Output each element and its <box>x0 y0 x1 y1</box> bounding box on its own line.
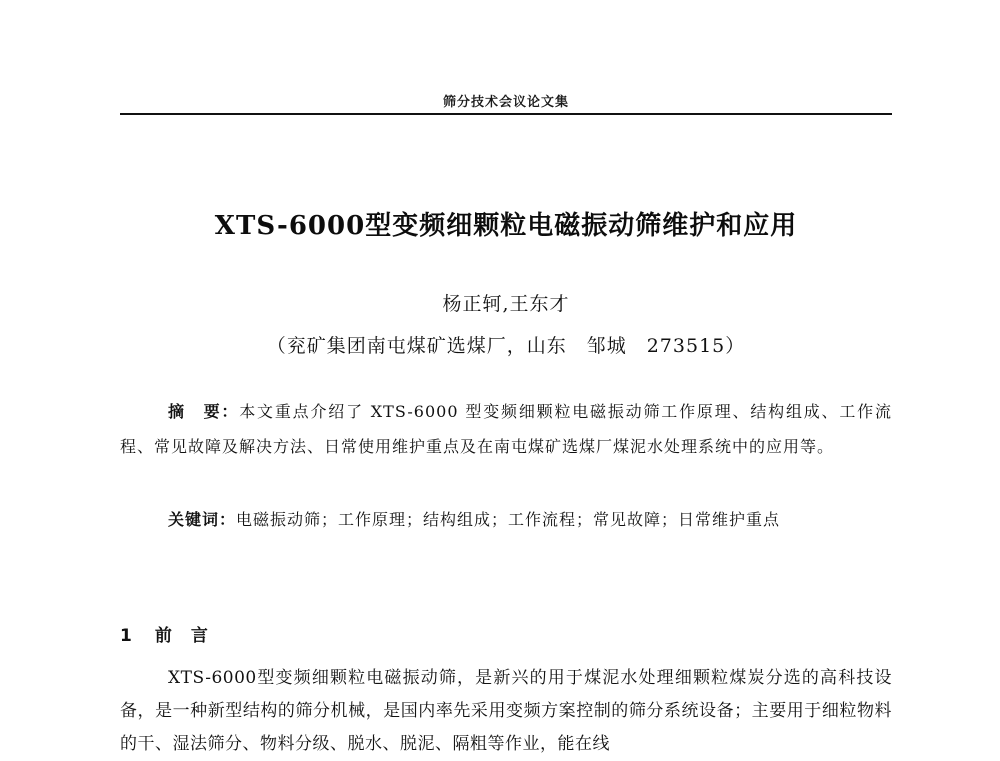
paper-title: XTS-6000型变频细颗粒电磁振动筛维护和应用 <box>214 211 798 241</box>
keywords-text: 电磁振动筛；工作原理；结构组成；工作流程；常见故障；日常维护重点 <box>236 510 781 529</box>
abstract-label: 摘 要： <box>168 402 240 421</box>
running-header: 筛分技术会议论文集 <box>442 95 569 110</box>
authors: 杨正轲,王东才 <box>442 293 570 315</box>
header-rule <box>120 113 892 115</box>
abstract <box>120 394 892 464</box>
abstract-text: 本文重点介绍了 XTS-6000 型变频细颗粒电磁振动筛工作原理、结构组成、工作流程、常见故障及解决方法、日常使用维护重点及在南屯煤矿选煤厂煤泥水处理系统中的应用等。 <box>120 402 892 456</box>
section-title: 前 言 <box>154 626 209 646</box>
affiliation: （兖矿集团南屯煤矿选煤厂，山东 邹城 273515） <box>266 335 746 357</box>
section-number: 1 <box>120 626 133 646</box>
body-paragraph: XTS-6000型变频细颗粒电磁振动筛，是新兴的用于煤泥水处理细颗粒煤炭分选的高科技设备，是一种新型结构的筛分机械，是国内率先采用变频方案控制的筛分系统设备；主要用于细粒物料的干、湿法筛分、物料分级、脱水、脱泥、隔粗等作业，能在线 <box>120 668 892 754</box>
section-heading <box>120 621 209 646</box>
keywords <box>120 502 892 537</box>
keywords-label: 关键词： <box>168 510 237 529</box>
